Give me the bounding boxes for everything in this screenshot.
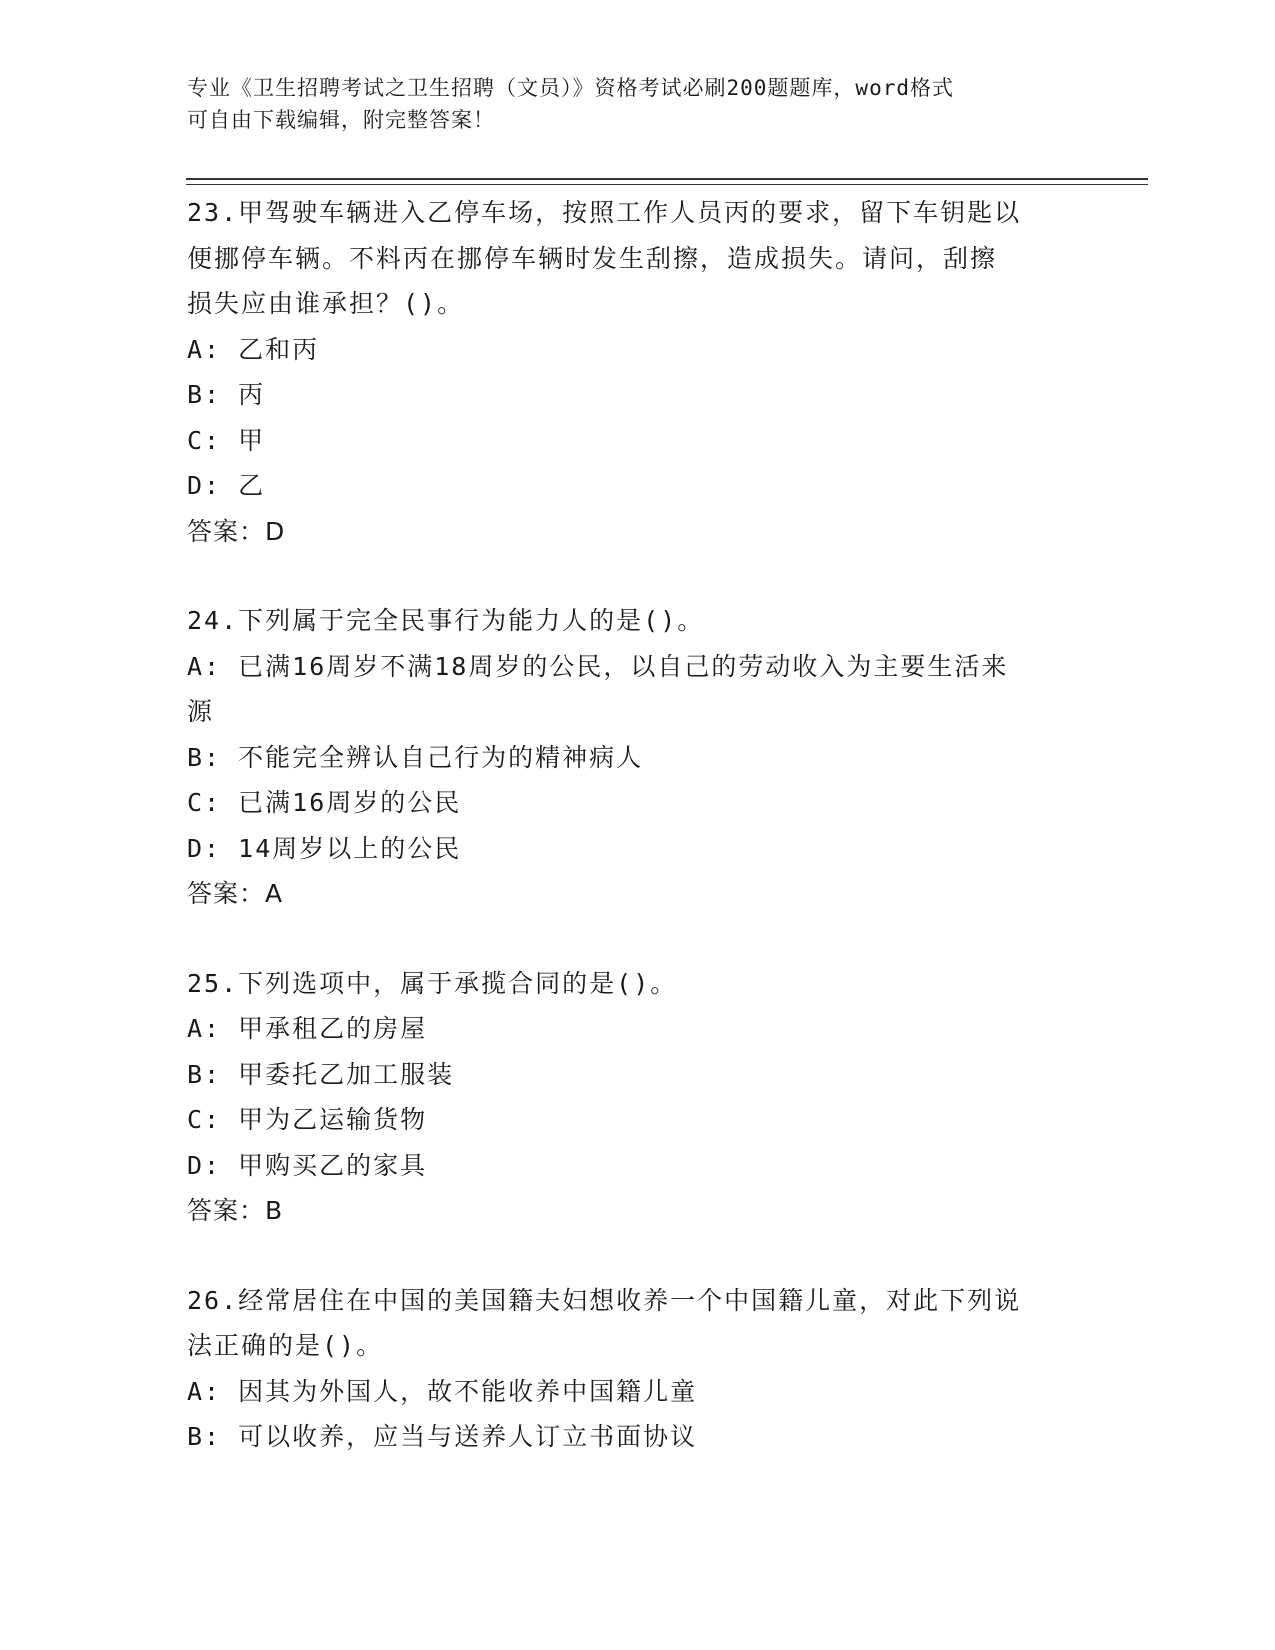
question-stem-line: 便挪停车辆。不料丙在挪停车辆时发生刮擦，造成损失。请问，刮擦 bbox=[187, 243, 998, 273]
answer-option bbox=[187, 826, 1087, 872]
answer-option-line: B: 不能完全辨认自己行为的精神病人 bbox=[187, 742, 644, 772]
answer-option-line: D: 甲购买乙的家具 bbox=[187, 1150, 428, 1180]
answer-option-line: A: 因其为外国人，故不能收养中国籍儿童 bbox=[187, 1376, 698, 1406]
answer-option bbox=[187, 1414, 1087, 1460]
answer-option bbox=[187, 1097, 1087, 1143]
header-line-1: 专业《卫生招聘考试之卫生招聘（文员）》资格考试必刷200题题库，word格式 bbox=[187, 76, 954, 100]
header-divider-thick bbox=[186, 178, 1148, 180]
question-stem-line: 法正确的是()。 bbox=[187, 1331, 384, 1360]
answer-option bbox=[187, 372, 1087, 418]
question-block bbox=[187, 190, 1087, 554]
answer-option-line: C: 甲 bbox=[187, 425, 266, 455]
question-block bbox=[187, 1278, 1087, 1460]
question-stem bbox=[187, 598, 1087, 644]
answer-option bbox=[187, 1143, 1087, 1189]
question-stem-line: 24.下列属于完全民事行为能力人的是()。 bbox=[187, 606, 705, 635]
answer-option-line: 源 bbox=[187, 697, 215, 726]
header-line-2: 可自由下载编辑，附完整答案！ bbox=[187, 108, 495, 132]
answer-option-line: B: 丙 bbox=[187, 380, 266, 409]
answer-option bbox=[187, 1052, 1087, 1098]
answer-option-line: A: 已满16周岁不满18周岁的公民，以自己的劳动收入为主要生活来 bbox=[187, 651, 1009, 681]
answer-option-line: C: 已满16周岁的公民 bbox=[187, 788, 462, 817]
answer-option bbox=[187, 463, 1087, 509]
answer-option-line: B: 可以收养，应当与送养人订立书面协议 bbox=[187, 1422, 698, 1451]
question-list bbox=[187, 190, 1087, 1504]
answer-key: 答案：A bbox=[187, 879, 284, 908]
answer-option bbox=[187, 1369, 1087, 1415]
answer-option bbox=[187, 327, 1087, 373]
answer-option-line: C: 甲为乙运输货物 bbox=[187, 1105, 428, 1134]
answer-option-line: A: 乙和丙 bbox=[187, 334, 320, 364]
answer-option bbox=[187, 735, 1087, 781]
answer-option bbox=[187, 418, 1087, 464]
answer-option-line: A: 甲承租乙的房屋 bbox=[187, 1014, 428, 1043]
answer-key: 答案：B bbox=[187, 1196, 284, 1225]
header-divider-thin bbox=[186, 184, 1148, 185]
answer-option bbox=[187, 644, 1087, 735]
question-stem bbox=[187, 1278, 1087, 1369]
answer-option-line: D: 乙 bbox=[187, 471, 266, 500]
answer-option-line: D: 14周岁以上的公民 bbox=[187, 833, 462, 863]
question-stem-line: 23.甲驾驶车辆进入乙停车场，按照工作人员丙的要求，留下车钥匙以 bbox=[187, 198, 1022, 227]
document-header bbox=[187, 72, 1067, 136]
question-stem-line: 26.经常居住在中国的美国籍夫妇想收养一个中国籍儿童，对此下列说 bbox=[187, 1285, 1022, 1315]
question-stem bbox=[187, 190, 1087, 327]
answer-key: 答案：D bbox=[187, 516, 286, 546]
question-stem-line: 损失应由谁承担？()。 bbox=[187, 289, 465, 318]
answer-option bbox=[187, 1006, 1087, 1052]
question-block bbox=[187, 598, 1087, 917]
question-block bbox=[187, 961, 1087, 1234]
question-stem-line: 25.下列选项中，属于承揽合同的是()。 bbox=[187, 968, 678, 998]
question-stem bbox=[187, 961, 1087, 1007]
answer-option bbox=[187, 780, 1087, 826]
answer-option-line: B: 甲委托乙加工服装 bbox=[187, 1059, 455, 1089]
